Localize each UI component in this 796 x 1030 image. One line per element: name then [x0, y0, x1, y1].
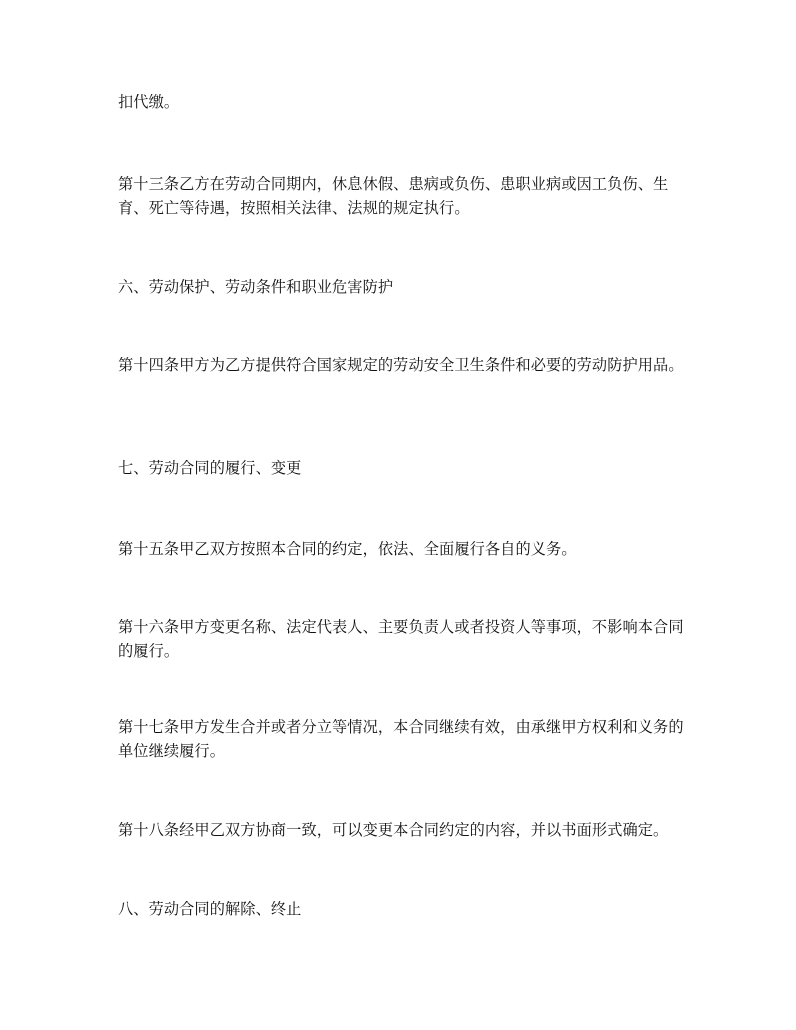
- article-16: 第十六条甲方变更名称、法定代表人、主要负责人或者投资人等事项，不影响本合同的履行。: [118, 618, 684, 660]
- section-heading-7: 七、劳动合同的履行、变更: [118, 459, 302, 477]
- section-heading-8: 八、劳动合同的解除、终止: [118, 900, 302, 918]
- section-heading-6: 六、劳动保护、劳动条件和职业危害防护: [118, 278, 394, 296]
- article-18: 第十八条经甲乙双方协商一致，可以变更本合同约定的内容，并以书面形式确定。: [118, 821, 669, 839]
- article-14: 第十四条甲方为乙方提供符合国家规定的劳动安全卫生条件和必要的劳动防护用品。: [118, 356, 684, 374]
- article-15: 第十五条甲乙双方按照本合同的约定，依法、全面履行各自的义务。: [118, 540, 577, 558]
- article-13: 第十三条乙方在劳动合同期内，休息休假、患病或负伤、患职业病或因工负伤、生育、死亡等待遇，按照相关法律、法规的规定执行。: [118, 175, 669, 217]
- paragraph-continuation: 扣代缴。: [118, 93, 180, 111]
- article-17: 第十七条甲方发生合并或者分立等情况，本合同继续有效，由承继甲方权利和义务的单位继续履行。: [118, 718, 684, 760]
